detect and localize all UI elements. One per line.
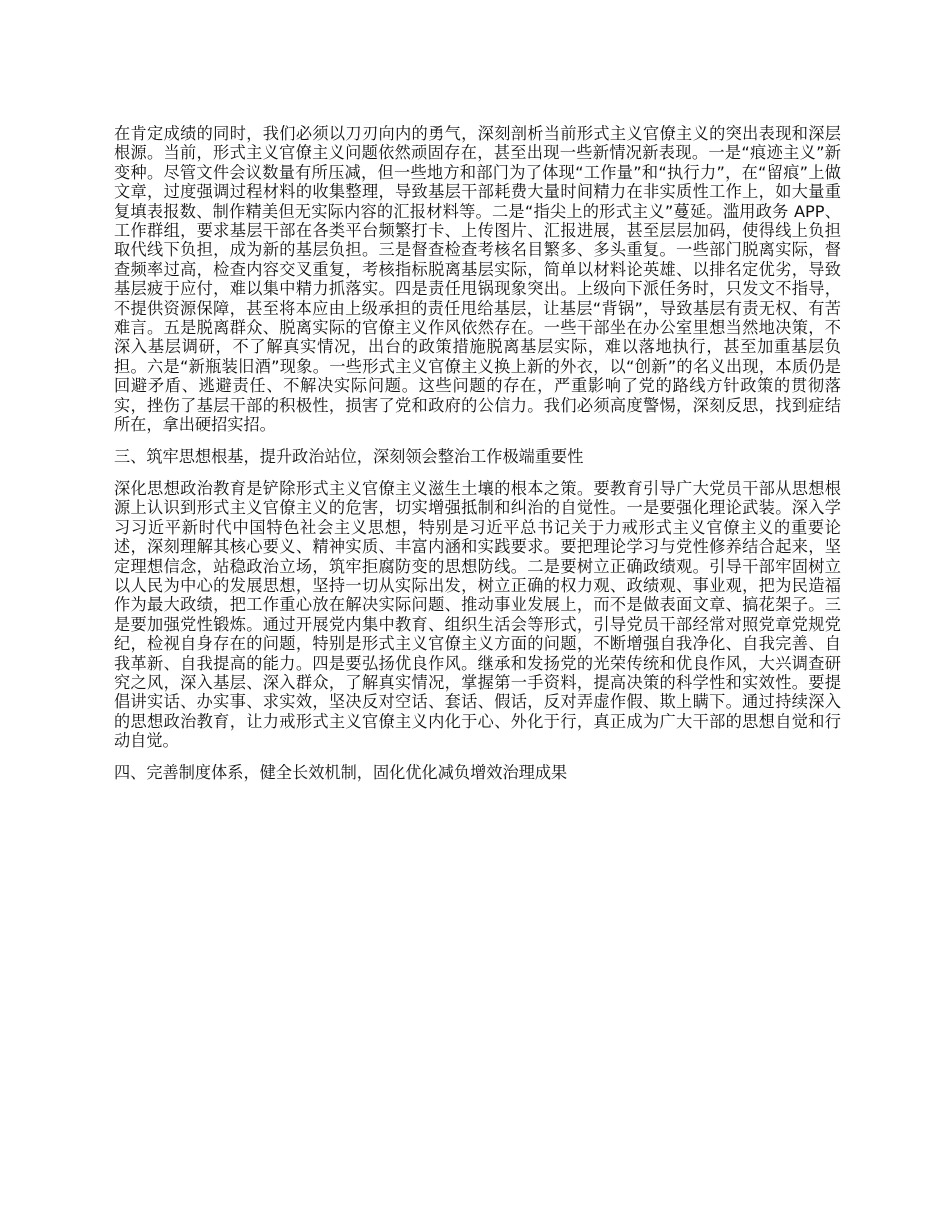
body-paragraph: 在肯定成绩的同时，我们必须以刀刃向内的勇气，深刻剖析当前形式主义官僚主义的突出表现和深层根源。当前，形式主义官僚主义问题依然顽固存在，甚至出现一些新情况新表现。一是“痕迹主义”新变种。尽管文件会议数量有所压减，但一些地方和部门为了体现“工作量”和“执行力”，在“留痕”上做文章，过度强调过程材料的收集整理，导致基层干部耗费大量时间精力在非实质性工作上，如大量重复填表报数、制作精美但无实际内容的汇报材料等。二是“指尖上的形式主义”蔓延。滥用政务 APP、工作群组，要求基层干部在各类平台频繁打卡、上传图片、汇报进展，甚至层层加码，使得线上负担取代线下负担，成为新的基层负担。三是督查检查考核名目繁多、多头重复。一些部门脱离实际，督查频率过高，检查内容交叉重复，考核指标脱离基层实际，简单以材料论英雄、以排名定优劣，导致基层疲于应付，难以集中精力抓落实。四是责任甩锅现象突出。上级向下派任务时，只发文不指导，不提供资源保障，甚至将本应由上级承担的责任甩给基层，让基层“背锅”，导致基层有责无权、有苦难言。五是脱离群众、脱离实际的官僚主义作风依然存在。一些干部坐在办公室里想当然地决策，不深入基层调研，不了解真实情况，出台的政策措施脱离基层实际，难以落地执行，甚至加重基层负担。六是“新瓶装旧酒”现象。一些形式主义官僚主义换上新的外衣，以“创新”的名义出现，本质仍是回避矛盾、逃避责任、不解决实际问题。这些问题的存在，严重影响了党的路线方针政策的贯彻落实，挫伤了基层干部的积极性，损害了党和政府的公信力。我们必须高度警惕，深刻反思，找到症结所在，拿出硬招实招。 (114, 124, 841, 435)
section-heading: 三、筑牢思想根基，提升政治站位，深刻领会整治工作极端重要性 (114, 446, 584, 466)
body-paragraph: 深化思想政治教育是铲除形式主义官僚主义滋生土壤的根本之策。要教育引导广大党员干部从思想根源上认识到形式主义官僚主义的危害，切实增强抵制和纠治的自觉性。一是要强化理论武装。深入学习习近平新时代中国特色社会主义思想，特别是习近平总书记关于力戒形式主义官僚主义的重要论述，深刻理解其核心要义、精神实质、丰富内涵和实践要求。要把理论学习与党性修养结合起来，坚定理想信念，站稳政治立场，筑牢拒腐防变的思想防线。二是要树立正确政绩观。引导干部牢固树立以人民为中心的发展思想，坚持一切从实际出发，树立正确的权力观、政绩观、事业观，把为民造福作为最大政绩，把工作重心放在解决实际问题、推动事业发展上，而不是做表面文章、搞花架子。三是要加强党性锻炼。通过开展党内集中教育、组织生活会等形式，引导党员干部经常对照党章党规党纪，检视自身存在的问题，特别是形式主义官僚主义方面的问题，不断增强自我净化、自我完善、自我革新、自我提高的能力。四是要弘扬优良作风。继承和发扬党的光荣传统和优良作风，大兴调查研究之风，深入基层、深入群众，了解真实情况，掌握第一手资料，提高决策的科学性和实效性。要提倡讲实话、办实事、求实效，坚决反对空话、套话、假话，反对弄虚作假、欺上瞒下。通过持续深入的思想政治教育，让力戒形式主义官僚主义内化于心、外化于行，真正成为广大干部的思想自觉和行动自觉。 (114, 478, 841, 751)
section-heading: 四、完善制度体系，健全长效机制，固化优化减负增效治理成果 (114, 762, 568, 782)
document-page (114, 124, 841, 795)
